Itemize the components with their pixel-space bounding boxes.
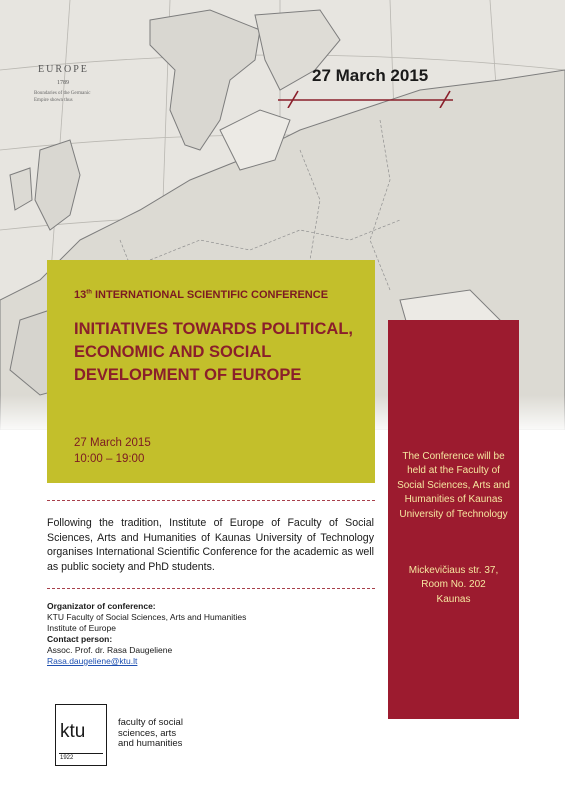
faculty-line2: sciences, arts xyxy=(118,727,177,739)
conference-date-time xyxy=(74,435,151,467)
contact-person-label: Contact person: xyxy=(47,634,113,644)
conference-time: 10:00 – 19:00 xyxy=(74,453,145,465)
logo-rule xyxy=(59,753,103,754)
address-street: Mickevičiaus str. 37, xyxy=(408,565,499,576)
address-room: Room No. 202 xyxy=(421,579,486,591)
divider-top xyxy=(47,500,375,501)
faculty-line1: faculty of social xyxy=(118,717,183,728)
divider-bottom xyxy=(47,588,375,589)
map-caption-sub1: Boundaries of the Germanic xyxy=(34,91,91,96)
logo-year: 1922 xyxy=(60,755,74,761)
conference-eyebrow: 13th INTERNATIONAL SCIENTIFIC CONFERENCE xyxy=(74,289,329,301)
header-date: 27 March 2015 xyxy=(312,66,429,85)
conference-date: 27 March 2015 xyxy=(74,437,151,449)
ktu-logo xyxy=(55,704,107,766)
intro-paragraph: Following the tradition, Institute of Europe of Faculty of Social Sciences, Arts and Humanities of Kaunas University of Technology organises International Scientific Conference for the academic as well as public society and PhD students. xyxy=(47,517,374,573)
map-caption-year: 1789 xyxy=(57,80,69,86)
faculty-name xyxy=(118,718,208,750)
date-underline-decoration xyxy=(278,88,458,108)
logo-wordmark: ktu xyxy=(60,721,86,742)
contact-person: Assoc. Prof. dr. Rasa Daugeliene xyxy=(47,645,173,655)
venue-text: The Conference will be held at the Faculty of Social Sciences, Arts and Humanities of Kaunas University of Technology xyxy=(397,451,510,520)
map-caption-title: EUROPE xyxy=(38,64,89,75)
conference-title-panel xyxy=(47,260,375,483)
contact-email-link[interactable]: Rasa.daugeliene@ktu.lt xyxy=(47,656,138,666)
organizer-line2: Institute of Europe xyxy=(47,623,116,633)
conference-title: INITIATIVES TOWARDS POLITICAL, ECONOMIC AND SOCIAL DEVELOPMENT OF EUROPE xyxy=(74,320,353,384)
venue-address xyxy=(394,564,513,607)
organizer-line1: KTU Faculty of Social Sciences, Arts and Humanities xyxy=(47,612,247,622)
organizer-label: Organizator of conference: xyxy=(47,601,156,611)
contact-block xyxy=(47,601,377,667)
faculty-line3: and humanities xyxy=(118,738,183,749)
venue-panel xyxy=(388,320,519,719)
address-city: Kaunas xyxy=(436,593,471,605)
map-caption-sub2: Empire shown thus xyxy=(34,98,73,103)
